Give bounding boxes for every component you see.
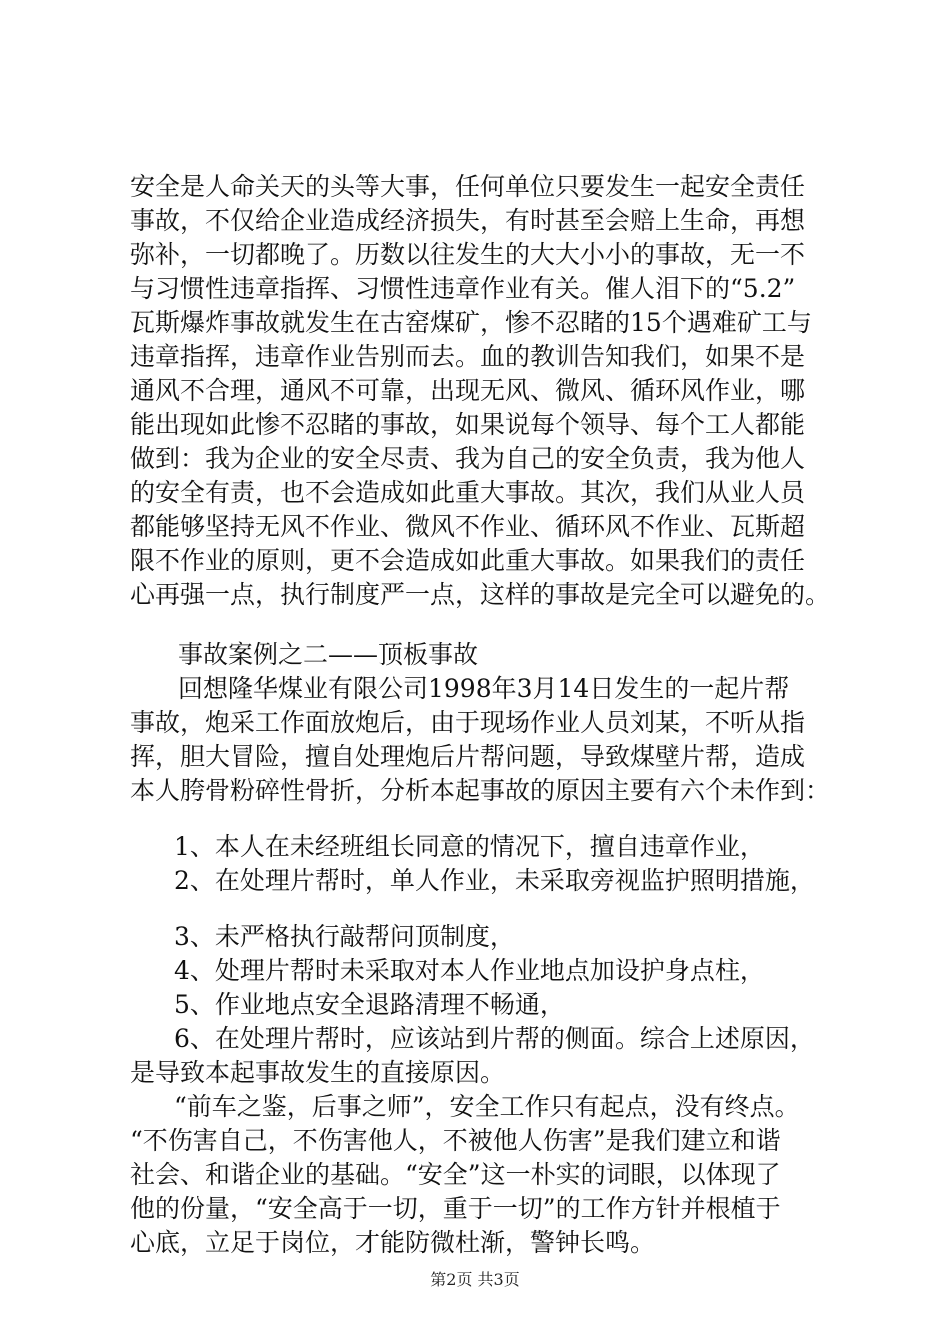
list-item: 5、作业地点安全退路清理不畅通， [174,990,565,1019]
paragraph-line: 违章指挥，违章作业告别而去。血的教训告知我们，如果不是 [130,342,806,371]
paragraph-line: “不伤害自己，不伤害他人，不被他人伤害”是我们建立和谐 [130,1126,781,1155]
paragraph-line: 与习惯性违章指挥、习惯性违章作业有关。催人泪下的“5.2” [130,274,796,303]
paragraph-line: 都能够坚持无风不作业、微风不作业、循环风不作业、瓦斯超 [130,512,806,541]
paragraph-line: 事故，炮采工作面放炮后，由于现场作业人员刘某，不听从指 [130,708,806,737]
paragraph-line: 心底，立足于岗位，才能防微杜渐，警钟长鸣。 [130,1228,656,1257]
paragraph-line: 通风不合理，通风不可靠，出现无风、微风、循环风作业，哪 [130,376,806,405]
paragraph-line: 事故，不仅给企业造成经济损失，有时甚至会赔上生命，再想 [130,206,806,235]
paragraph-line: 社会、和谐企业的基础。“安全”这一朴实的词眼，以体现了 [130,1160,781,1189]
list-item: 1、本人在未经班组长同意的情况下，擅自违章作业， [174,832,765,861]
paragraph-line: 回想隆华煤业有限公司1998年3月14日发生的一起片帮 [178,674,790,703]
list-item: 6、在处理片帮时，应该站到片帮的侧面。综合上述原因， [174,1024,815,1053]
paragraph-line: 能出现如此惨不忍睹的事故，如果说每个领导、每个工人都能 [130,410,806,439]
paragraph-line: 瓦斯爆炸事故就发生在古窑煤矿，惨不忍睹的15个遇难矿工与 [130,308,812,337]
list-item-continuation: 是导致本起事故发生的直接原因。 [130,1058,506,1087]
list-item: 2、在处理片帮时，单人作业，未采取旁视监护照明措施， [174,866,815,895]
paragraph-line: “前车之鉴，后事之师”，安全工作只有起点，没有终点。 [174,1092,800,1121]
list-item: 4、处理片帮时未采取对本人作业地点加设护身点柱， [174,956,765,985]
list-item: 3、未严格执行敲帮问顶制度， [174,922,515,951]
paragraph-line: 他的份量，“安全高于一切，重于一切”的工作方针并根植于 [130,1194,781,1223]
paragraph-line: 本人胯骨粉碎性骨折，分析本起事故的原因主要有六个未作到： [130,776,830,805]
section-heading: 事故案例之二——顶板事故 [178,640,479,669]
paragraph-line: 的安全有责，也不会造成如此重大事故。其次，我们从业人员 [130,478,806,507]
paragraph-line: 做到：我为企业的安全尽责、我为自己的安全负责，我为他人 [130,444,806,473]
paragraph-line: 安全是人命关天的头等大事，任何单位只要发生一起安全责任 [130,172,806,201]
paragraph-line: 挥，胆大冒险，擅自处理炮后片帮问题，导致煤壁片帮，造成 [130,742,806,771]
paragraph-line: 心再强一点，执行制度严一点，这样的事故是完全可以避免的。 [130,580,830,609]
paragraph-line: 弥补，一切都晚了。历数以往发生的大大小小的事故，无一不 [130,240,806,269]
page-footer: 第2页 共3页 [430,1270,520,1289]
paragraph-line: 限不作业的原则，更不会造成如此重大事故。如果我们的责任 [130,546,806,575]
